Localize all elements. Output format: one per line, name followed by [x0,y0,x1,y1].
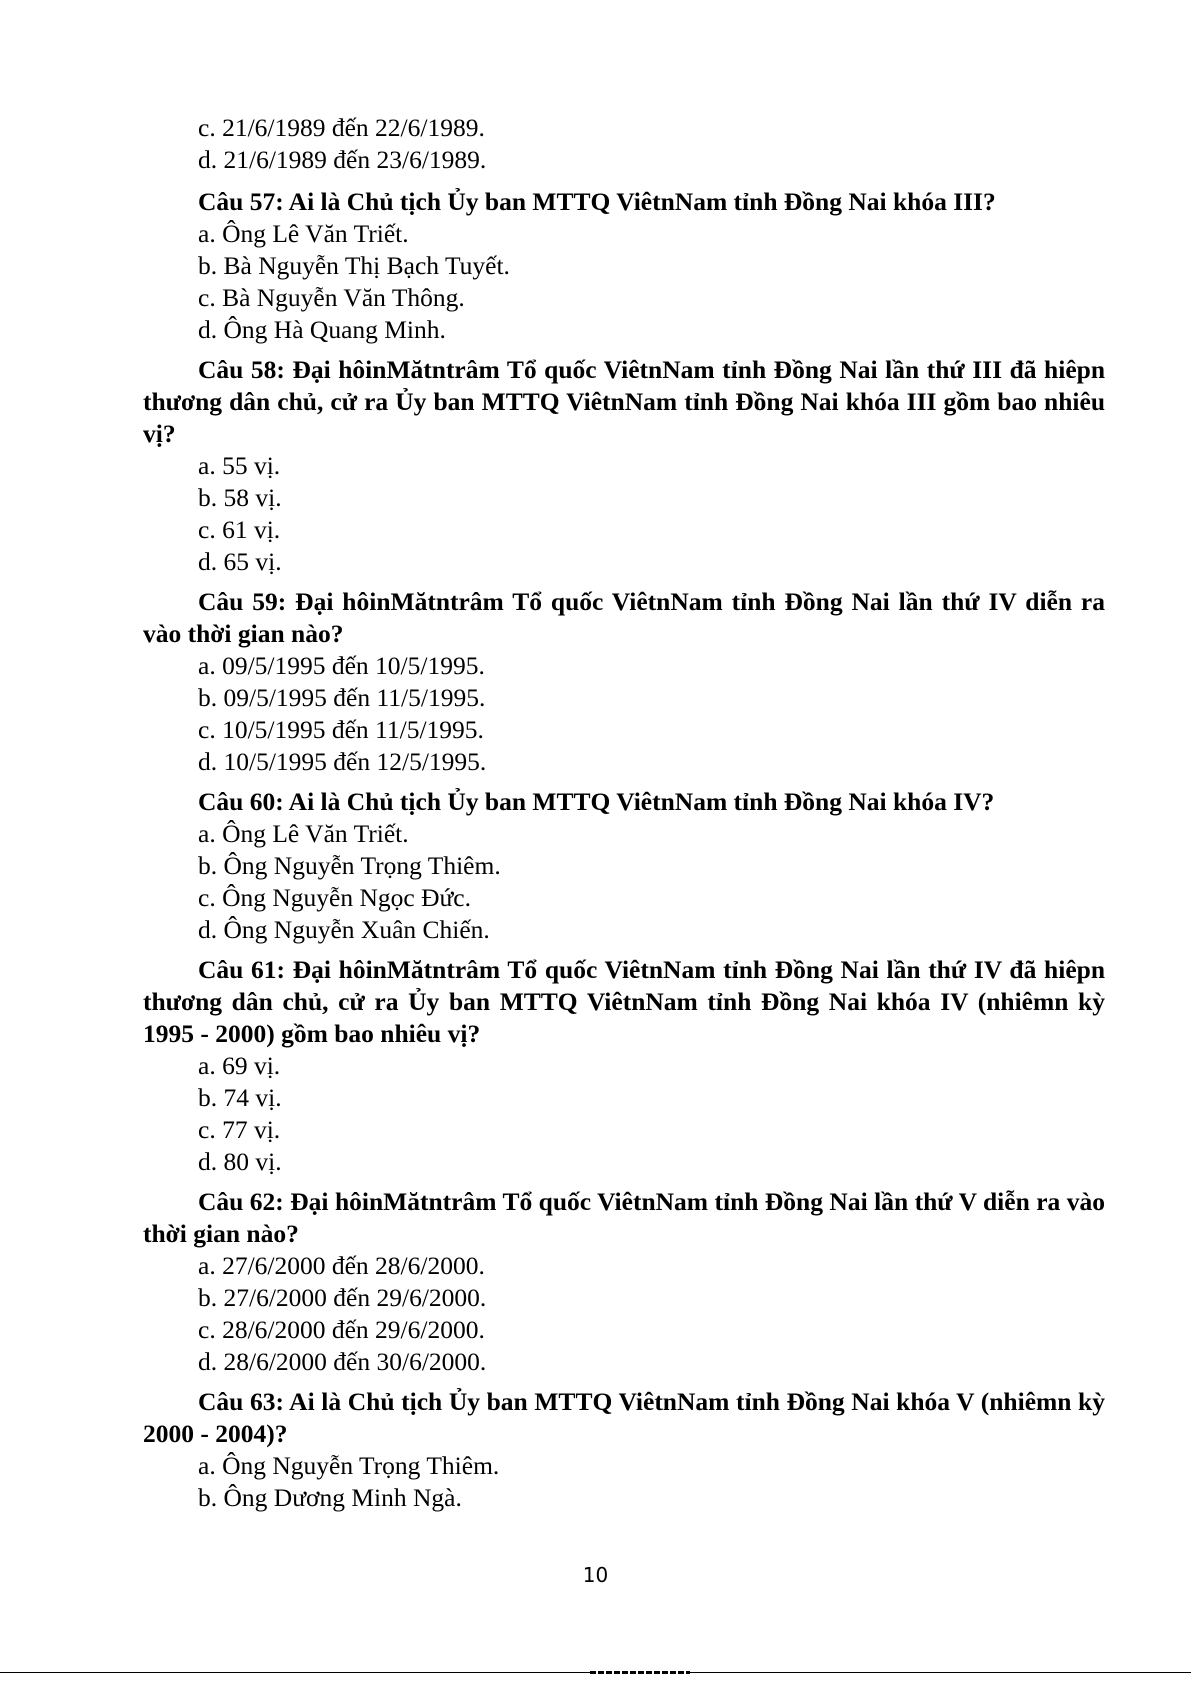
question-block [143,954,1105,1178]
answer-option: c. 10/5/1995 đến 11/5/1995. [198,715,484,744]
question-block [143,1186,1105,1378]
answer-option: b. 27/6/2000 đến 29/6/2000. [198,1283,487,1312]
question-text: Câu 63: Ai là Chủ tịch Ủy ban MTTQ ViêtnNam tỉnh Đồng Nai khóa V (nhiêmn kỳ 2000 - 2004)? [143,1387,1105,1448]
page-content [143,112,1105,1514]
question-text: Câu 58: Đại hôinMătntrâm Tổ quốc ViêtnNam tỉnh Đồng Nai lần thứ III đã hiêpn thương dân chủ, cử ra Ủy ban MTTQ ViêtnNam tỉnh Đồng Nai khóa III gồm bao nhiêu vị? [143,355,1105,448]
answer-option: b. Ông Dương Minh Ngà. [198,1483,462,1512]
answer-option: d. 21/6/1989 đến 23/6/1989. [198,145,487,174]
page-number: 10 [582,1563,609,1587]
answer-option: a. 69 vị. [198,1051,281,1080]
question-text: Câu 57: Ai là Chủ tịch Ủy ban MTTQ ViêtnNam tỉnh Đồng Nai khóa III? [198,187,996,216]
answer-option: c. Bà Nguyễn Văn Thông. [198,283,465,312]
answer-option: d. 10/5/1995 đến 12/5/1995. [198,747,487,776]
answer-option: a. Ông Lê Văn Triết. [198,819,409,848]
footer-divider-mark [590,1671,690,1674]
answer-option: c. Ông Nguyễn Ngọc Đức. [198,883,472,912]
answer-option: d. Ông Nguyễn Xuân Chiến. [198,915,490,944]
answer-option: b. 58 vị. [198,483,282,512]
answer-option: a. 09/5/1995 đến 10/5/1995. [198,651,485,680]
question-text: Câu 62: Đại hôinMătntrâm Tổ quốc ViêtnNam tỉnh Đồng Nai lần thứ V diễn ra vào thời gian nào? [143,1187,1105,1248]
answer-option: c. 77 vị. [198,1115,281,1144]
answer-option: b. Bà Nguyễn Thị Bạch Tuyết. [198,251,510,280]
answer-option: c. 28/6/2000 đến 29/6/2000. [198,1315,485,1344]
question-block [143,586,1105,778]
question-block [143,186,1105,346]
answer-option: a. 55 vị. [198,451,281,480]
question-block [143,1386,1105,1514]
answer-option: a. Ông Nguyễn Trọng Thiêm. [198,1451,500,1480]
question-block [143,786,1105,946]
answer-option: d. Ông Hà Quang Minh. [198,315,446,344]
answer-option: c. 61 vị. [198,515,281,544]
question-text: Câu 61: Đại hôinMătntrâm Tổ quốc ViêtnNam tỉnh Đồng Nai lần thứ IV đã hiêpn thương dân chủ, cử ra Ủy ban MTTQ ViêtnNam tỉnh Đồng Nai khóa IV (nhiêmn kỳ 1995 - 2000) gồm bao nhiêu vị? [143,955,1105,1048]
question-text: Câu 59: Đại hôinMătntrâm Tổ quốc ViêtnNam tỉnh Đồng Nai lần thứ IV diễn ra vào thời gian nào? [143,587,1105,648]
answer-option: b. 74 vị. [198,1083,282,1112]
answer-option: d. 65 vị. [198,547,282,576]
answer-option: a. Ông Lê Văn Triết. [198,219,409,248]
question-block [143,354,1105,578]
question-text: Câu 60: Ai là Chủ tịch Ủy ban MTTQ ViêtnNam tỉnh Đồng Nai khóa IV? [198,787,995,816]
answer-option: b. 09/5/1995 đến 11/5/1995. [198,683,486,712]
answer-option: d. 28/6/2000 đến 30/6/2000. [198,1347,487,1376]
answer-option: c. 21/6/1989 đến 22/6/1989. [198,113,485,142]
answer-option: b. Ông Nguyễn Trọng Thiêm. [198,851,501,880]
answer-option: d. 80 vị. [198,1147,282,1176]
answer-option: a. 27/6/2000 đến 28/6/2000. [198,1251,485,1280]
